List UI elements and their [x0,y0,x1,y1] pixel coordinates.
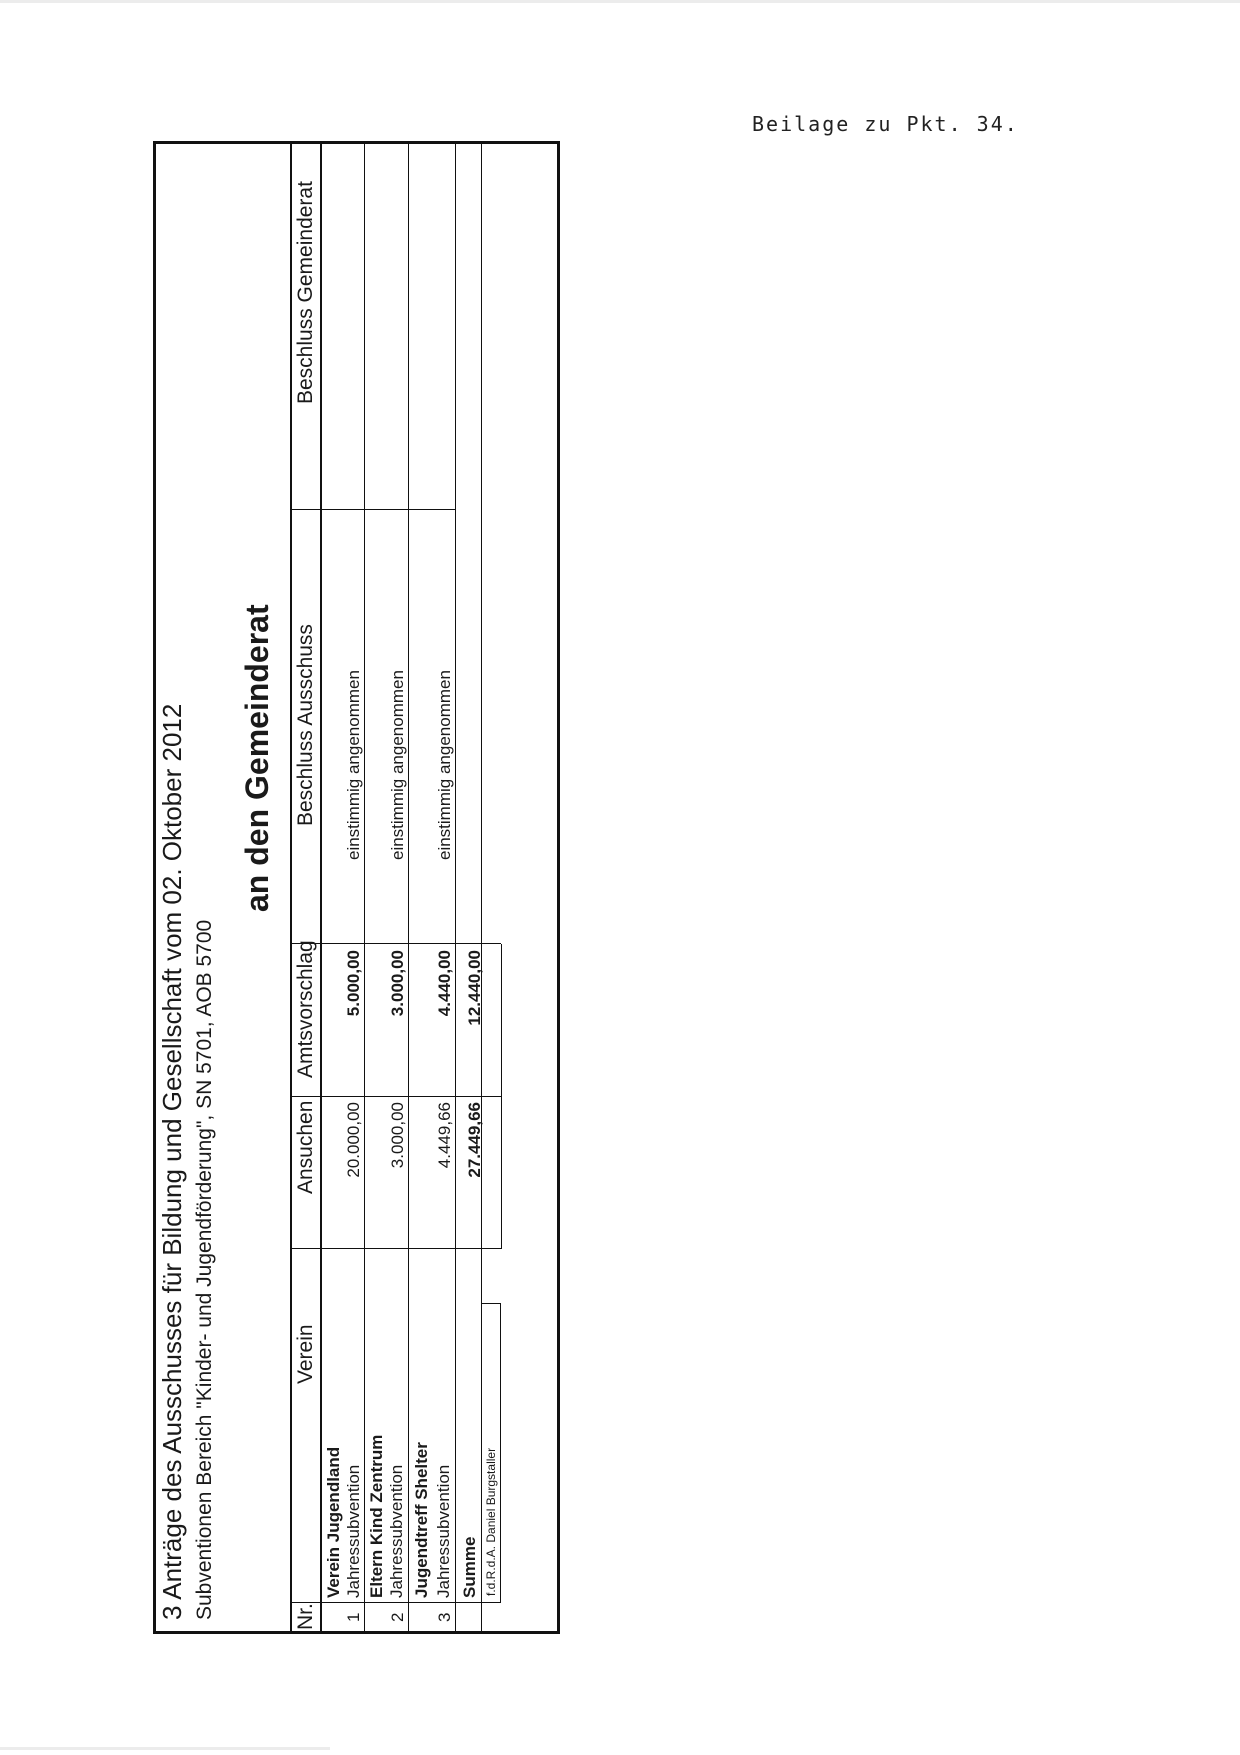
row3-name: Jugendtreff Shelter [412,1442,431,1598]
rotated-table [153,141,560,1634]
document-title: 3 Anträge des Ausschusses für Bildung und Gesellschaft vom 02. Oktober 2012 [157,703,187,1620]
row1-type: Jahressubvention [344,1464,363,1598]
row3-line [455,141,456,1634]
col-header-beschluss-ausschuss: Beschluss Ausschuss [294,624,317,826]
row1-name: Verein Jugendland [324,1446,343,1598]
header-top-line [290,141,292,1634]
col-header-verein: Verein [294,1324,317,1384]
row2-ansuchen: 3.000,00 [388,1102,407,1169]
col-nr-line [290,1602,481,1603]
col-header-nr: Nr. [294,1603,317,1630]
summe-amtsvorschlag: 12.440,00 [465,950,484,1026]
row2-name: Eltern Kind Zentrum [367,1434,386,1598]
col-header-amtsvorschlag: Amtsvorschlag [294,940,317,1078]
row1-ansuchen: 20.000,00 [344,1102,363,1178]
row2-beschluss: einstimmig angenommen [388,670,407,860]
row2-line [408,141,409,1634]
row3-ansuchen: 4.449,66 [435,1102,454,1169]
col-header-ansuchen: Ansuchen [294,1100,317,1194]
row3-beschluss: einstimmig angenommen [435,670,454,860]
row1-nr: 1 [344,1612,363,1622]
row2-amtsvorschlag: 3.000,00 [388,950,407,1017]
scan-edge-bottom [0,1747,330,1750]
col-verein-line [290,1248,501,1249]
col-beschluss-line [290,509,456,510]
row1-beschluss: einstimmig angenommen [344,670,363,860]
sig-box-bottom [500,1304,501,1603]
row2-nr: 2 [388,1612,407,1622]
document-subtitle: Subventionen Bereich "Kinder- und Jugendförderung", SN 5701, AOB 5700 [193,919,216,1620]
col-header-beschluss-gemeinderat: Beschluss Gemeinderat [294,181,317,404]
col-ansuchen-line [290,1096,501,1097]
signature-note: f.d.R.d.A. Daniel Burgstaller [484,1447,498,1596]
row3-type: Jahressubvention [434,1464,453,1598]
header-bottom-line [320,141,322,1634]
row1-amtsvorschlag: 5.000,00 [344,950,363,1017]
summe-ansuchen: 27.449,66 [465,1102,484,1178]
row2-type: Jahressubvention [387,1464,406,1598]
attachment-note: Beilage zu Pkt. 34. [752,112,1019,136]
scan-edge-top [0,0,1240,3]
sig-box-right [481,1303,501,1304]
col-amts-line [290,943,501,944]
sig-box-left [481,1602,500,1603]
section-heading: an den Gemeinderat [239,604,275,912]
row3-amtsvorschlag: 4.440,00 [435,950,454,1017]
row1-line [364,141,365,1634]
summe-line [481,141,482,1634]
summe-label: Summe [460,1536,479,1598]
row3-nr: 3 [435,1612,454,1622]
summe-bottom-line [501,944,502,1249]
